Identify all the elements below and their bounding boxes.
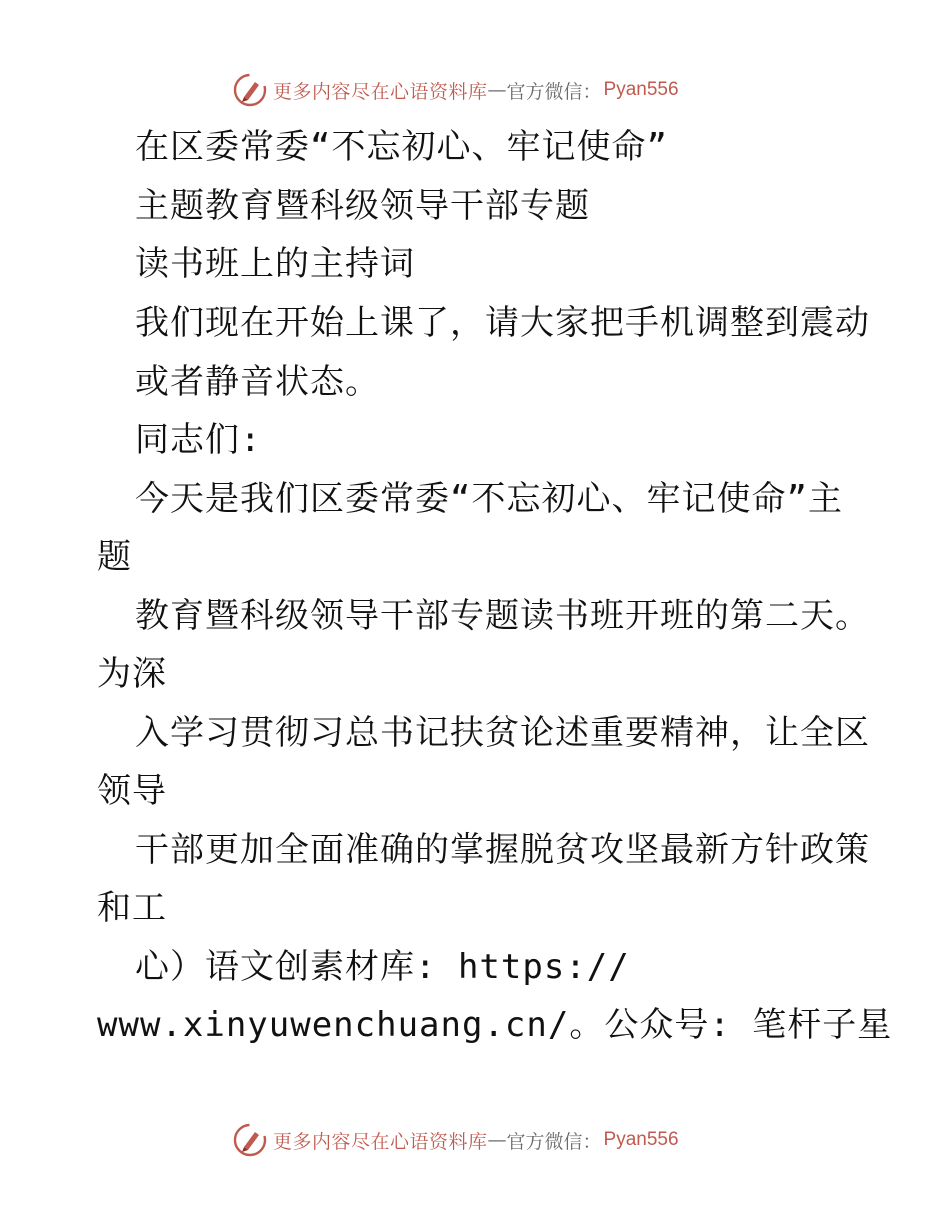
footer-separator: — (487, 1129, 507, 1151)
paragraph-line: 领导 (97, 771, 167, 811)
pen-logo-icon (233, 73, 267, 107)
header-separator: — (487, 79, 507, 101)
header-wechat-label: 官方微信： (506, 80, 602, 103)
source-line: 心）语文创素材库: https:// (135, 947, 630, 987)
paragraph-line: 干部更加全面准确的掌握脱贫攻坚最新方针政策 (135, 830, 870, 870)
header-wechat-id: Pyan556 (603, 79, 679, 100)
pen-logo-icon (233, 1123, 267, 1157)
paragraph-line: 或者静音状态。 (135, 362, 380, 402)
source-url-line: www.xinyuwenchuang.cn/。公众号: 笔杆子星 (97, 1005, 893, 1045)
footer-wechat-label: 官方微信： (506, 1130, 602, 1153)
title-line-3: 读书班上的主持词 (135, 244, 415, 284)
header-site-text: 更多内容尽在心语资料库 (273, 80, 488, 103)
footer-wechat-id: Pyan556 (603, 1129, 679, 1150)
salutation-line: 同志们: (135, 420, 262, 460)
footer-banner (233, 1122, 679, 1158)
paragraph-line: 我们现在开始上课了，请大家把手机调整到震动 (135, 303, 870, 343)
paragraph-line: 为深 (97, 654, 167, 694)
paragraph-line: 题 (97, 537, 132, 577)
title-line-1: 在区委常委“不忘初心、牢记使命” (135, 127, 668, 167)
paragraph-line: 和工 (97, 888, 167, 928)
paragraph-line: 入学习贯彻习总书记扶贫论述重要精神，让全区 (135, 713, 870, 753)
paragraph-line: 教育暨科级领导干部专题读书班开班的第二天。 (135, 596, 870, 636)
title-line-2: 主题教育暨科级领导干部专题 (135, 186, 590, 226)
footer-site-text: 更多内容尽在心语资料库 (273, 1130, 488, 1153)
header-banner (233, 72, 679, 108)
paragraph-line: 今天是我们区委常委“不忘初心、牢记使命”主 (135, 479, 843, 519)
